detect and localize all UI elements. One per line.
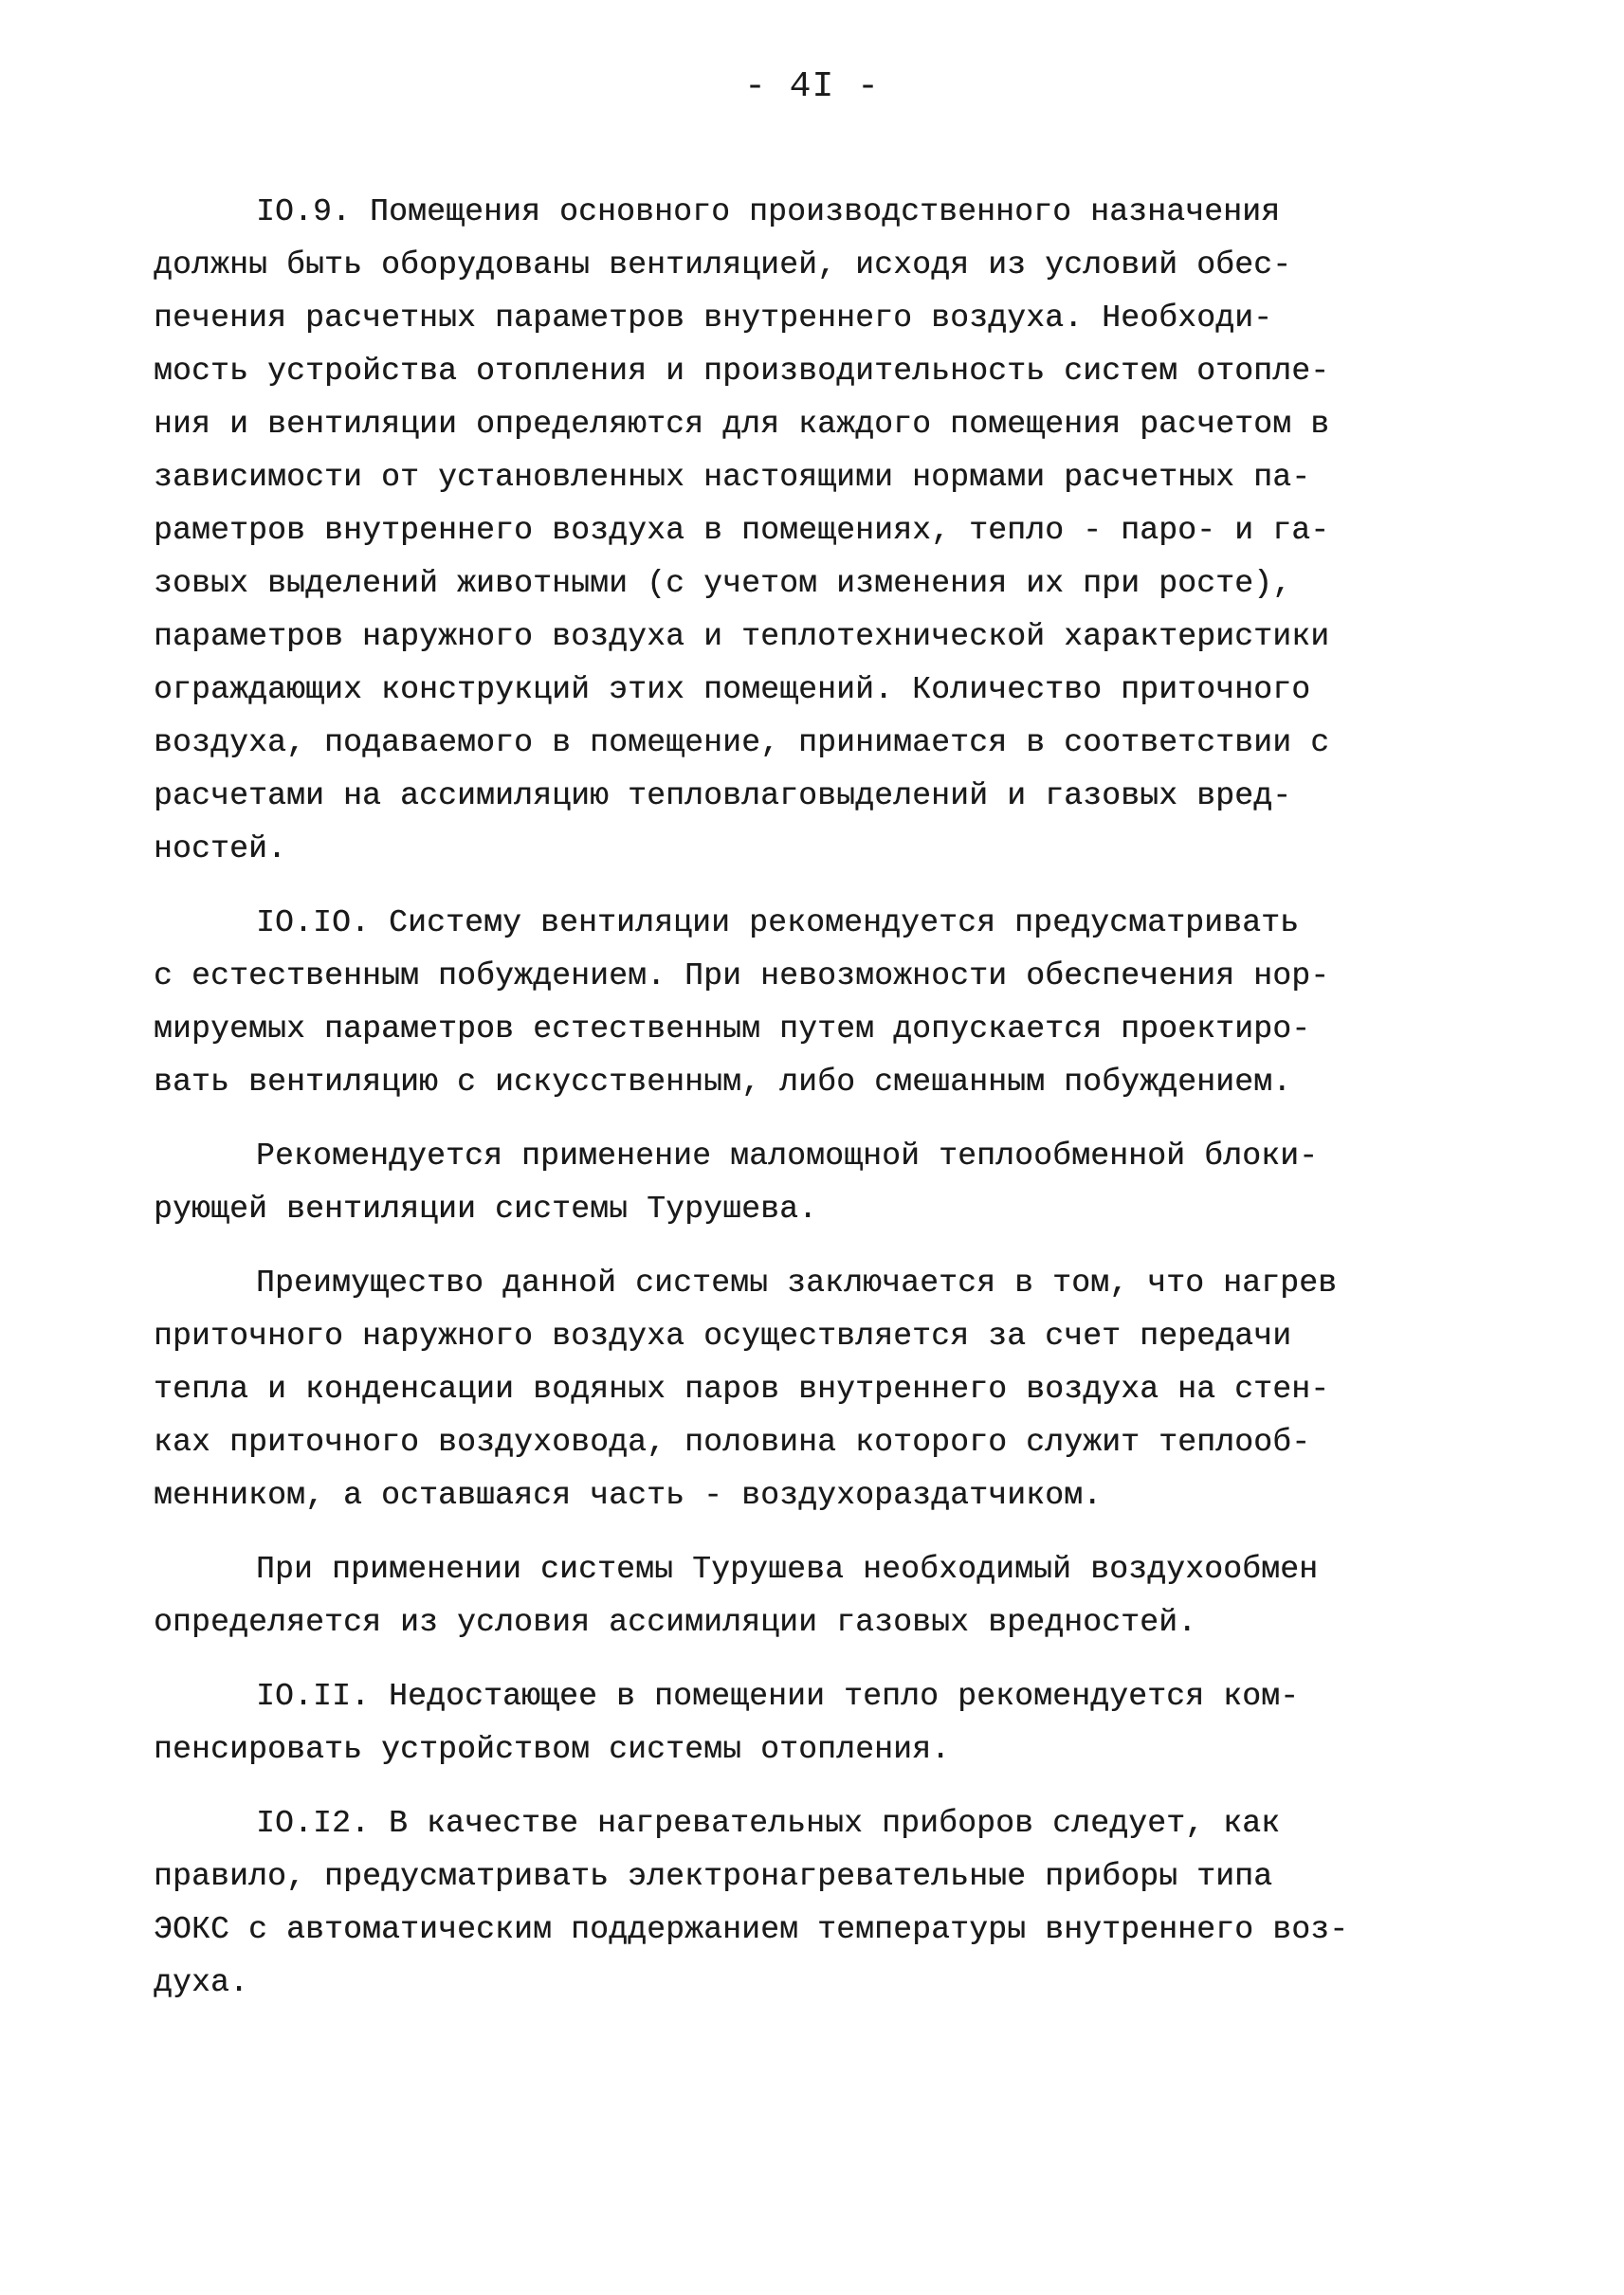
paragraph-line: пенсировать устройством системы отопления. bbox=[154, 1732, 951, 1767]
paragraph-line: зовых выделений животными (с учетом изменения их при росте), bbox=[154, 566, 1292, 601]
paragraph-line: IO.IO. Систему вентиляции рекомендуется предусматривать bbox=[256, 905, 1300, 940]
paragraph-line: тепла и конденсации водяных паров внутреннего воздуха на стен- bbox=[154, 1372, 1330, 1407]
paragraph-advantage bbox=[154, 1257, 1481, 1522]
paragraph-line: менником, а оставшаяся часть - воздухораздатчиком. bbox=[154, 1478, 1103, 1513]
document-body bbox=[154, 186, 1481, 2031]
paragraph-line: ния и вентиляции определяются для каждого помещения расчетом в bbox=[154, 407, 1330, 442]
paragraph-line: IO.9. Помещения основного производственного назначения bbox=[256, 194, 1281, 229]
paragraph-line: мируемых параметров естественным путем допускается проектиро- bbox=[154, 1011, 1311, 1047]
paragraph-line: раметров внутреннего воздуха в помещениях, тепло - паро- и га- bbox=[154, 513, 1330, 548]
paragraph-line: воздуха, подаваемого в помещение, принимается в соответствии с bbox=[154, 725, 1330, 760]
paragraph-10-9 bbox=[154, 186, 1481, 876]
paragraph-line: параметров наружного воздуха и теплотехнической характеристики bbox=[154, 619, 1330, 654]
paragraph-line: приточного наружного воздуха осуществляется за счет передачи bbox=[154, 1319, 1292, 1354]
paragraph-recommendation bbox=[154, 1130, 1481, 1236]
paragraph-air-exchange bbox=[154, 1543, 1481, 1649]
paragraph-10-10 bbox=[154, 897, 1481, 1109]
paragraph-line: зависимости от установленных настоящими нормами расчетных па- bbox=[154, 460, 1311, 495]
paragraph-line: ограждающих конструкций этих помещений. Количество приточного bbox=[154, 672, 1311, 707]
paragraph-line: духа. bbox=[154, 1965, 249, 2000]
paragraph-line: Преимущество данной системы заключается в том, что нагрев bbox=[256, 1266, 1338, 1301]
paragraph-line: Рекомендуется применение маломощной теплообменной блоки- bbox=[256, 1138, 1319, 1174]
paragraph-line: правило, предусматривать электронагревательные приборы типа bbox=[154, 1859, 1273, 1894]
paragraph-line: мость устройства отопления и производительность систем отопле- bbox=[154, 354, 1330, 389]
paragraph-line: IO.I2. В качестве нагревательных приборов следует, как bbox=[256, 1806, 1281, 1841]
paragraph-line: печения расчетных параметров внутреннего воздуха. Необходи- bbox=[154, 301, 1273, 336]
paragraph-line: рующей вентиляции системы Турушева. bbox=[154, 1192, 818, 1227]
paragraph-line: ностей. bbox=[154, 831, 287, 866]
paragraph-line: должны быть оборудованы вентиляцией, исходя из условий обес- bbox=[154, 247, 1292, 282]
paragraph-line: определяется из условия ассимиляции газовых вредностей. bbox=[154, 1605, 1197, 1640]
paragraph-line: ках приточного воздуховода, половина которого служит теплооб- bbox=[154, 1425, 1311, 1460]
paragraph-line: расчетами на ассимиляцию тепловлаговыделений и газовых вред- bbox=[154, 778, 1292, 813]
paragraph-10-12 bbox=[154, 1797, 1481, 2010]
paragraph-line: вать вентиляцию с искусственным, либо смешанным побуждением. bbox=[154, 1065, 1292, 1100]
paragraph-line: IO.II. Недостающее в помещении тепло рекомендуется ком- bbox=[256, 1679, 1300, 1714]
paragraph-line: ЭОКС с автоматическим поддержанием температуры внутреннего воз- bbox=[154, 1912, 1349, 1947]
page-number: - 4I - bbox=[744, 66, 880, 107]
paragraph-line: При применении системы Турушева необходимый воздухообмен bbox=[256, 1552, 1319, 1587]
paragraph-10-11 bbox=[154, 1670, 1481, 1776]
paragraph-line: с естественным побуждением. При невозможности обеспечения нор- bbox=[154, 958, 1330, 993]
